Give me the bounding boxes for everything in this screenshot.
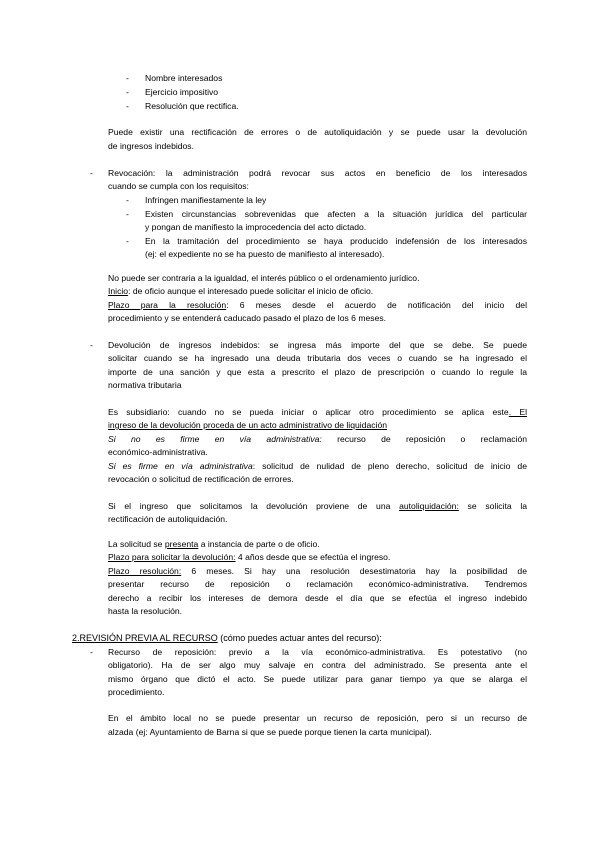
reposicion-line: procedimiento.: [108, 687, 165, 697]
presenta-text: a instancia de parte o de oficio.: [198, 539, 320, 549]
no-firme-line: [108, 433, 527, 445]
inicio-text: : de oficio aunque el interesado puede solicitar el inicio de oficio.: [128, 286, 374, 296]
firme-line: revocación o solicitud de rectificación de errores.: [108, 474, 294, 484]
no-firme-text: recurso de reposición o reclamación: [321, 434, 528, 444]
devolucion-line: Devolución de ingresos indebidos: se ingresa más importe del que se debe. Se puede: [108, 340, 527, 350]
local-line: alzada (ej: Ayuntamiento de Barna si que se puede porque tienen la carta municipal).: [108, 727, 432, 737]
list-dash: -: [126, 73, 129, 83]
plazo-resolucion-line: hasta la resolución.: [108, 606, 183, 616]
reposicion-line: Recurso de reposición: previo a la vía económico-administrativa. Es potestativo (no: [108, 647, 527, 657]
reposicion-line: mismo órgano que dictó el acto. Se puede utilizar para ganar tiempo ya que se alarga el: [108, 674, 527, 684]
subsidiario-text: Es subsidiario: cuando no se pueda iniciar o aplicar otro procedimiento se aplica este: [108, 407, 509, 417]
devolucion-line: solicitar cuando se ha ingresado una deuda tributaria dos veces o cuando se ha ingresado el: [108, 353, 527, 363]
presenta-text: La solicitud se: [108, 539, 165, 549]
list-item: Ejercicio impositivo: [145, 87, 219, 97]
plazo-resolucion-label: Plazo resolución:: [108, 566, 182, 576]
plazo-line: procedimiento y se entenderá caducado pasado el plazo de los 6 meses.: [108, 313, 387, 323]
requisito-item: y pongan de manifiesto la improcedencia del acto dictado.: [145, 222, 367, 232]
section-dash: -: [90, 647, 93, 657]
section-heading-title: 2.REVISIÓN PREVIA AL RECURSO: [72, 633, 218, 643]
list-dash: -: [126, 87, 129, 97]
firme-label: Si es firme en vía administrativa: [108, 461, 253, 471]
subsidiario-line: [108, 406, 527, 418]
plazo-solicitud-line: [108, 551, 390, 563]
autoliquidacion-underlined: autoliquidación:: [399, 501, 459, 511]
requisito-item: Existen circunstancias sobrevenidas que afecten a la situación jurídica del particular: [145, 209, 527, 219]
revocacion-line: Revocación: la administración podrá revocar sus actos en beneficio de los interesados: [108, 168, 527, 178]
section-heading-subtitle: (cómo puedes actuar antes del recurso):: [217, 633, 382, 643]
plazo-solicitud-label: Plazo para solicitar la devolución:: [108, 552, 236, 562]
no-firme-label: Si no es firme en vía administrativa:: [108, 434, 322, 444]
plazo-resolucion-line: [108, 565, 527, 577]
list-item: Nombre interesados: [145, 73, 223, 83]
section-dash: -: [90, 168, 93, 178]
inicio-label: Inicio: [108, 286, 129, 296]
requisito-item: (ej: el expediente no se ha puesto de manifiesto al interesado).: [145, 249, 385, 259]
plazo-resolucion-text: 6 meses. Si hay una resolución desestimatoria hay la posibilidad de: [181, 566, 527, 576]
plazo-resolucion-line: presentar recurso de reposición o reclamación económico-administrativa. Tendremos: [108, 579, 527, 589]
devolucion-line: normativa tributaria: [108, 380, 182, 390]
reposicion-line: obligatorio). Ha de ser algo muy salvaje en contra del administrado. Se presenta ante el: [108, 660, 527, 670]
inicio-line: [108, 285, 373, 297]
plazo-line: [108, 299, 527, 311]
autoliquidacion-text: Si el ingreso que solicitamos la devolución proviene de una: [108, 501, 400, 511]
local-line: En el ámbito local no se puede presentar un recurso de reposición, pero si un recurso de: [108, 713, 527, 723]
subsidiario-line: ingreso de la devolución proceda de un acto administrativo de liquidación: [108, 420, 387, 430]
paragraph-line: No puede ser contraria a la igualdad, el interés público o el ordenamiento jurídico.: [108, 273, 420, 283]
plazo-label: Plazo para la resolución: [108, 300, 227, 310]
subsidiario-underlined: . El: [508, 407, 527, 417]
list-dash: -: [126, 101, 129, 111]
no-firme-line: económico-administrativa.: [108, 447, 208, 457]
list-dash: -: [126, 236, 129, 246]
firme-text: : solicitud de nulidad de pleno derecho, solicitud de inicio de: [252, 461, 527, 471]
list-item: Resolución que rectifica.: [145, 101, 239, 111]
plazo-resolucion-line: derecho a recibir los intereses de demora desde el día que se efectúa el ingreso indebido: [108, 593, 527, 603]
section-heading: [72, 632, 382, 644]
presenta-underlined: presenta: [164, 539, 199, 549]
paragraph-line: Puede existir una rectificación de errores o de autoliquidación y se puede usar la devolución: [108, 127, 527, 137]
requisito-item: En la tramitación del procedimiento se haya producido indefensión de los interesados: [145, 236, 527, 246]
list-dash: -: [126, 195, 129, 205]
autoliquidacion-text: se solicita la: [458, 501, 528, 511]
firme-line: [108, 460, 527, 472]
plazo-text: : 6 meses desde el acuerdo de notificación del inicio del: [226, 300, 527, 310]
autoliquidacion-line: rectificación de autoliquidación.: [108, 514, 228, 524]
section-dash: -: [90, 340, 93, 350]
plazo-solicitud-text: 4 años desde que se efectúa el ingreso.: [235, 552, 391, 562]
paragraph-line: de ingresos indebidos.: [108, 141, 194, 151]
list-dash: -: [126, 209, 129, 219]
requisito-item: Infringen manifiestamente la ley: [145, 195, 267, 205]
revocacion-line: cuando se cumpla con los requisitos:: [108, 181, 249, 191]
devolucion-line: importe de una sanción y que esta a prescrito el plazo de prescripción o cuando lo regule la: [108, 367, 527, 377]
presenta-line: [108, 538, 320, 550]
autoliquidacion-line: [108, 500, 527, 512]
